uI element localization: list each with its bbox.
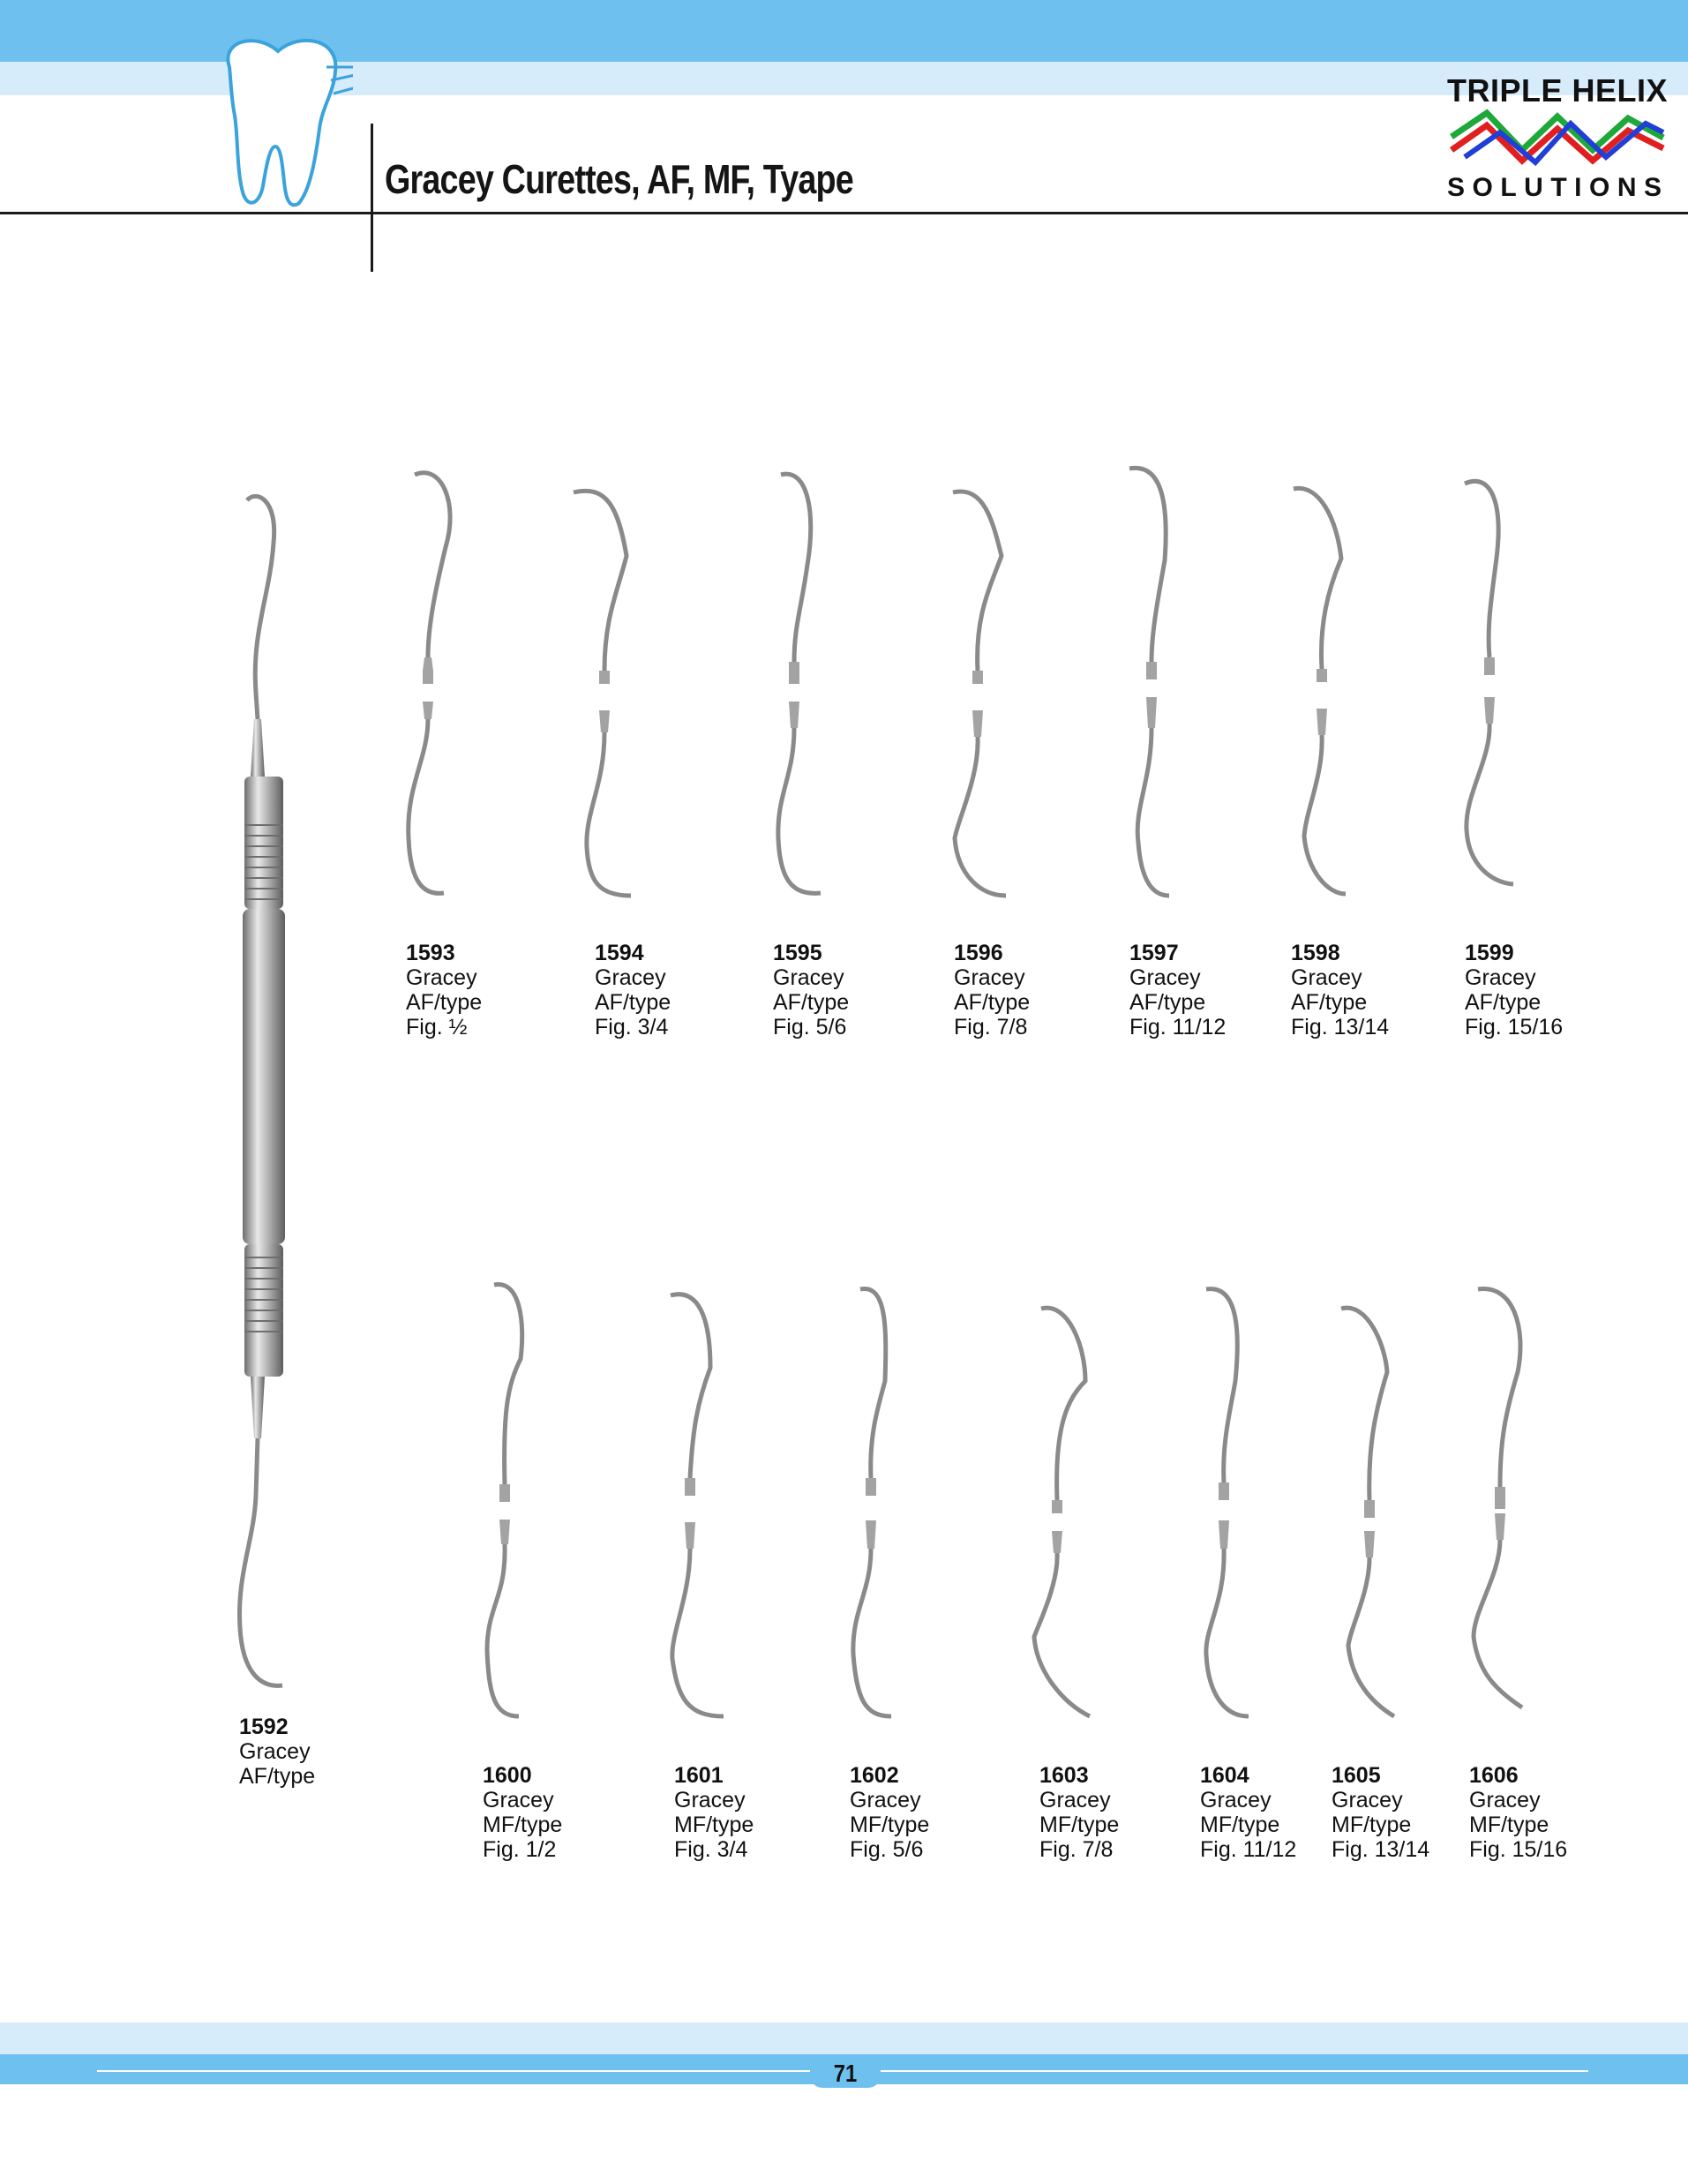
product-type: AF/type: [1465, 990, 1542, 1015]
instrument-1596-caption: [954, 941, 1030, 1039]
product-name: Gracey: [1332, 1788, 1403, 1812]
product-code: 1595: [773, 941, 822, 965]
brand-tagline: SOLUTIONS: [1447, 173, 1669, 202]
footer-decorative-strip: [0, 2023, 1688, 2054]
product-type: MF/type: [483, 1812, 563, 1837]
instrument-1603-image: [1024, 1302, 1121, 1730]
product-name: Gracey: [954, 965, 1025, 990]
product-name: Gracey: [406, 965, 477, 990]
product-code: 1596: [954, 941, 1003, 965]
product-type: MF/type: [1332, 1812, 1412, 1837]
product-type: AF/type: [1129, 990, 1206, 1015]
header-vertical-rule: [371, 124, 373, 272]
product-type: MF/type: [1039, 1812, 1120, 1837]
product-name: Gracey: [1465, 965, 1536, 990]
product-code: 1599: [1465, 941, 1514, 965]
product-code: 1602: [850, 1763, 899, 1788]
instrument-1593-caption: [406, 941, 482, 1039]
product-fig: Fig. 7/8: [954, 1015, 1028, 1039]
instrument-1602-image: [843, 1284, 931, 1730]
product-fig: Fig. 5/6: [773, 1015, 847, 1039]
product-name: Gracey: [1129, 965, 1201, 990]
instrument-1600-caption: [483, 1763, 562, 1862]
product-type: AF/type: [1291, 990, 1368, 1015]
product-fig: Fig. 11/12: [1129, 1015, 1227, 1039]
instrument-1603-caption: [1039, 1763, 1119, 1862]
product-name: Gracey: [1200, 1788, 1272, 1812]
instrument-1604-caption: [1200, 1763, 1296, 1862]
product-code: 1600: [483, 1763, 532, 1788]
product-name: Gracey: [773, 965, 844, 990]
instrument-1605-caption: [1332, 1763, 1429, 1862]
product-name: Gracey: [595, 965, 666, 990]
instrument-1595-caption: [773, 941, 849, 1039]
product-type: MF/type: [850, 1812, 930, 1837]
product-name: Gracey: [674, 1788, 746, 1812]
product-type: AF/type: [239, 1764, 316, 1789]
product-fig: Fig. 11/12: [1200, 1837, 1297, 1862]
instrument-1593-image: [401, 468, 481, 909]
product-name: Gracey: [239, 1739, 311, 1764]
product-fig: Fig. 5/6: [850, 1837, 924, 1862]
tooth-icon: [212, 32, 353, 208]
instrument-1606-caption: [1469, 1763, 1567, 1862]
product-name: Gracey: [850, 1788, 921, 1812]
product-code: 1593: [406, 941, 455, 965]
brand-helix-icon: [1447, 106, 1668, 168]
product-type: MF/type: [1469, 1812, 1549, 1837]
product-type: AF/type: [954, 990, 1031, 1015]
brand-name: TRIPLE HELIX: [1447, 72, 1669, 109]
product-fig: Fig. 13/14: [1291, 1015, 1390, 1039]
product-name: Gracey: [1039, 1788, 1111, 1812]
product-fig: Fig. 3/4: [674, 1837, 748, 1862]
page-title: Gracey Curettes, AF, MF, Tyape: [385, 156, 853, 202]
instrument-1602-caption: [850, 1763, 929, 1862]
product-type: AF/type: [406, 990, 483, 1015]
header-rule: [0, 212, 1688, 214]
page-number: 71: [833, 2060, 858, 2087]
product-code: 1601: [674, 1763, 724, 1788]
product-code: 1597: [1129, 941, 1179, 965]
instrument-1605-image: [1332, 1302, 1429, 1730]
instrument-1604-image: [1196, 1284, 1284, 1730]
instrument-1592-image: [221, 490, 318, 1699]
instrument-1596-image: [944, 485, 1032, 909]
instrument-1592-caption: [239, 1715, 315, 1789]
product-type: AF/type: [595, 990, 671, 1015]
instrument-1598-image: [1288, 484, 1377, 909]
product-name: Gracey: [483, 1788, 554, 1812]
product-fig: Fig. 7/8: [1039, 1837, 1114, 1862]
product-code: 1603: [1039, 1763, 1089, 1788]
product-code: 1598: [1291, 941, 1340, 965]
instrument-1601-caption: [674, 1763, 754, 1862]
product-code: 1604: [1200, 1763, 1249, 1788]
product-name: Gracey: [1291, 965, 1362, 990]
instrument-1601-image: [662, 1288, 750, 1730]
instrument-1597-image: [1116, 463, 1204, 909]
instrument-1598-caption: [1291, 941, 1389, 1039]
product-fig: Fig. 15/16: [1465, 1015, 1564, 1039]
instrument-1594-image: [569, 485, 649, 909]
product-code: 1605: [1332, 1763, 1381, 1788]
instrument-1594-caption: [595, 941, 671, 1039]
product-type: MF/type: [1200, 1812, 1280, 1837]
instrument-1600-image: [476, 1280, 556, 1730]
product-fig: Fig. 3/4: [595, 1015, 669, 1039]
instrument-1599-caption: [1465, 941, 1563, 1039]
product-fig: Fig. 1/2: [483, 1837, 557, 1862]
instrument-1606-image: [1460, 1284, 1557, 1716]
product-type: AF/type: [773, 990, 850, 1015]
product-code: 1594: [595, 941, 644, 965]
product-name: Gracey: [1469, 1788, 1541, 1812]
product-code: 1606: [1469, 1763, 1519, 1788]
product-fig: Fig. 15/16: [1469, 1837, 1568, 1862]
instrument-1599-image: [1456, 477, 1544, 891]
product-fig: Fig. 13/14: [1332, 1837, 1430, 1862]
instrument-1595-image: [768, 468, 847, 909]
instrument-1597-caption: [1129, 941, 1226, 1039]
product-code: 1592: [239, 1715, 289, 1739]
product-type: MF/type: [674, 1812, 754, 1837]
product-fig: Fig. ½: [406, 1015, 468, 1039]
